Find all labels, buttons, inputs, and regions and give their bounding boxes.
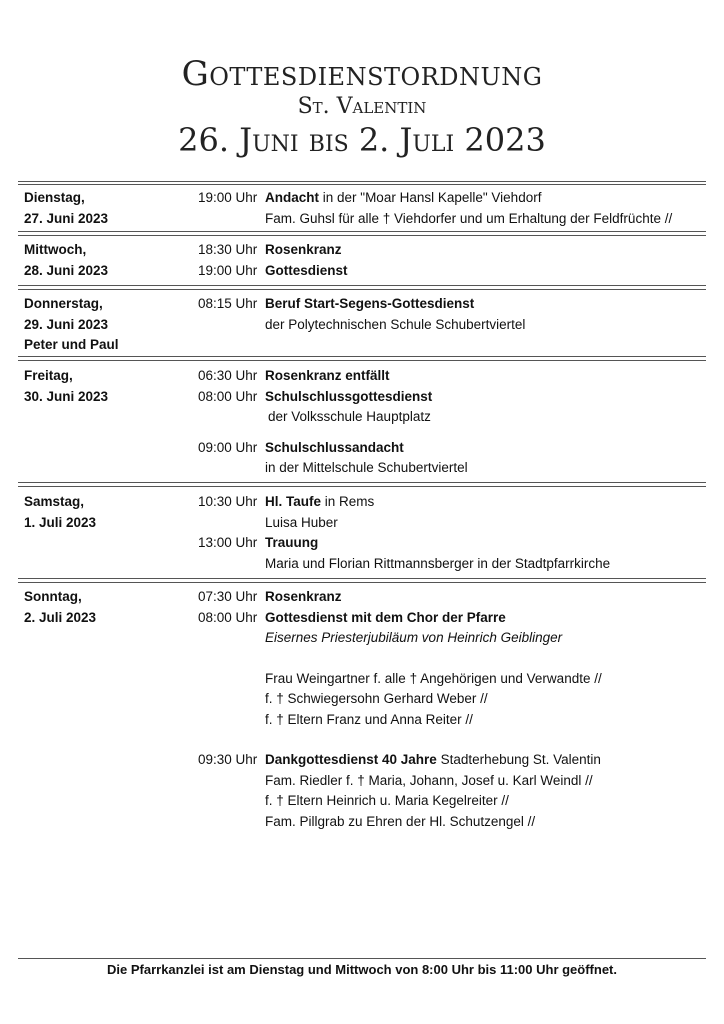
day-events-tuesday: 19:00 Uhr Andacht in der "Moar Hansl Kapelle" Viehdorf Fam. Guhsl für alle † Viehdorfer und um Erhaltung der Feldfrüchte //	[198, 188, 708, 229]
event-line: 08:15 Uhr Beruf Start-Segens-Gottesdienst	[198, 296, 475, 311]
day-events-friday: 06:30 Uhr Rosenkranz entfällt 08:00 Uhr Schulschlussgottesdienst der Volksschule Hauptplatz 09:00 Uhr Schulschlussandacht in der Mittelschule Schubertviertel	[198, 366, 708, 479]
event-line: 19:00 Uhr Andacht in der "Moar Hansl Kapelle" Viehdorf	[198, 190, 542, 205]
event-line: 13:00 Uhr Trauung	[198, 535, 319, 550]
separator-line	[18, 235, 706, 236]
separator-line	[18, 184, 706, 185]
event-line: 06:30 Uhr Rosenkranz entfällt	[198, 368, 390, 383]
event-line: 18:30 Uhr Rosenkranz	[198, 242, 342, 257]
day-label-thursday: Donnerstag, 29. Juni 2023 Peter und Paul	[24, 294, 119, 356]
separator-line	[18, 356, 706, 357]
event-line: 09:00 Uhr Schulschlussandacht	[198, 439, 404, 455]
separator-line	[18, 285, 706, 286]
day-events-sunday: 07:30 Uhr Rosenkranz 08:00 Uhr Gottesdienst mit dem Chor der Pfarre Eisernes Priesterjubiläum von Heinrich Geiblinger Frau Weingartner f. alle † Angehörigen und Verwandte // f. † Schwiegersohn Gerhard Weber // f. † Eltern Franz und Anna Reiter // 09:30 Uhr Dankgottesdienst 40 Jahre Stadterhebung St. Valentin Fam. Riedler f. † Maria, Johann, Josef u. Karl Weindl // f. † Eltern Heinrich u. Maria Kegelreiter // Fam. Pillgrab zu Ehren der Hl. Schutzengel //	[198, 587, 708, 832]
day-label-sunday: Sonntag, 2. Juli 2023	[24, 589, 97, 625]
event-line: 09:30 Uhr Dankgottesdienst 40 Jahre Stadterhebung St. Valentin	[198, 752, 601, 767]
date-range: 26. Juni bis 2. Juli 2023	[178, 121, 546, 159]
day-events-saturday: 10:30 Uhr Hl. Taufe in Rems Luisa Huber 13:00 Uhr Trauung Maria und Florian Rittmannsberger in der Stadtpfarrkirche	[198, 492, 708, 574]
separator-line	[18, 181, 706, 182]
separator-line	[18, 958, 706, 959]
separator-line	[18, 289, 706, 290]
page-header	[0, 54, 724, 160]
event-line: 08:00 Uhr Gottesdienst mit dem Chor der Pfarre	[198, 609, 506, 625]
day-label-wednesday: Mittwoch, 28. Juni 2023	[24, 242, 109, 278]
event-line: 07:30 Uhr Rosenkranz	[198, 589, 342, 604]
event-line: 10:30 Uhr Hl. Taufe in Rems	[198, 494, 375, 509]
day-label-friday: Freitag, 30. Juni 2023	[24, 368, 109, 404]
separator-line	[18, 360, 706, 361]
separator-line	[18, 482, 706, 483]
day-label-tuesday: Dienstag, 27. Juni 2023	[24, 190, 109, 226]
event-line: 19:00 Uhr Gottesdienst	[198, 262, 348, 278]
day-events-wednesday	[198, 240, 708, 281]
separator-line	[18, 486, 706, 487]
office-hours-footer: Die Pfarrkanzlei ist am Dienstag und Mittwoch von 8:00 Uhr bis 11:00 Uhr geöffnet.	[107, 962, 617, 977]
parish-name: St. Valentin	[297, 94, 427, 119]
separator-line	[18, 231, 706, 232]
day-label-saturday: Samstag, 1. Juli 2023	[24, 494, 97, 530]
event-line: 08:00 Uhr Schulschlussgottesdienst	[198, 388, 433, 404]
page-title: Gottesdienstordnung	[181, 54, 543, 94]
separator-line	[18, 578, 706, 579]
feast-name: Peter und Paul	[24, 337, 119, 352]
day-events-thursday: 08:15 Uhr Beruf Start-Segens-Gottesdienst der Polytechnischen Schule Schubertviertel	[198, 294, 708, 335]
separator-line	[18, 582, 706, 583]
event-note: Eisernes Priesterjubiläum von Heinrich Geiblinger	[265, 630, 563, 645]
